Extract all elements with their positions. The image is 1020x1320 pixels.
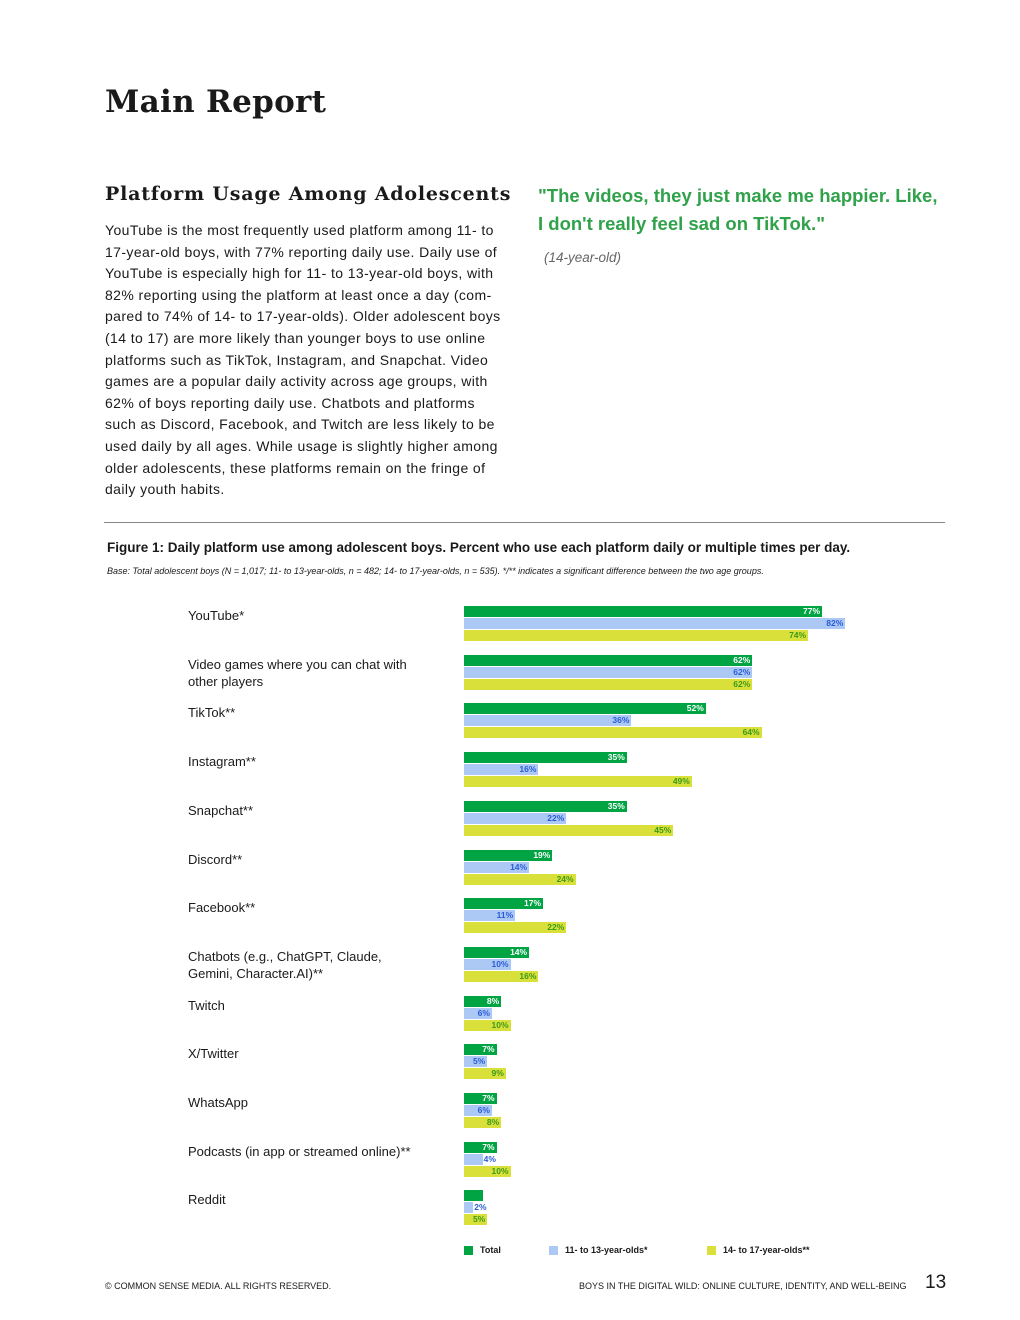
bar-value-label: 82% — [826, 618, 844, 628]
pull-quote: "The videos, they just make me happier. Like, I don't really feel sad on TikTok." — [538, 185, 938, 234]
bar-value-label: 7% — [482, 1093, 495, 1103]
bar-age-14-17 — [464, 679, 752, 690]
legend-label: Total — [480, 1245, 501, 1255]
category-label: YouTube* — [188, 608, 245, 623]
bar-total — [464, 606, 822, 617]
bar-value-label: 49% — [672, 776, 690, 787]
bar-total — [464, 801, 627, 812]
bar-value-label: 9% — [491, 1068, 504, 1079]
bar-age-11-13 — [464, 1154, 483, 1165]
body-text: YouTube is the most frequently used platform among 11- to 17-year-old boys, with 77% reporting daily use. Daily use of YouTube is especially high for 11- to 13-year-old boys, with 82% reporting using the platform at least once a day (compared to 74% of 14- to 17-year-olds). Older adolescent boys (14 to 17) are more likely than younger boys to use online platforms such as TikTok, Instagram, and Snapchat. Video games are a popular daily activity across age groups, with 62% of boys reporting daily use. Chatbots and platforms such as Discord, Facebook, and Twitch are less likely to be used daily by all ages. While usage is slightly higher among older adolescents, these platforms remain on the fringe of daily youth habits. — [105, 222, 501, 498]
bar-value-label: 16% — [519, 764, 537, 775]
bar-value-label: 6% — [477, 1105, 490, 1115]
bar-value-label: 2% — [474, 1202, 487, 1213]
legend-item — [549, 1245, 648, 1255]
bar-value-label: 64% — [742, 727, 760, 738]
bar-value-label: 5% — [472, 1214, 486, 1225]
category-label: Instagram** — [188, 754, 256, 770]
category-label: Twitch — [188, 997, 225, 1013]
section-title: Platform Usage Among Adolescents — [105, 183, 512, 205]
bar-value-label: 14% — [510, 946, 528, 957]
footer-report-title: BOYS IN THE DIGITAL WILD: ONLINE CULTURE, IDENTITY, AND WELL-BEING — [579, 1281, 907, 1291]
bar-value-label: 36% — [612, 715, 630, 726]
bar-value-label: 6% — [477, 1007, 490, 1018]
bar-value-label: 8% — [486, 995, 500, 1006]
bar-value-label: 62% — [733, 654, 751, 665]
category-label: WhatsApp — [188, 1095, 248, 1110]
category-label: X/Twitter — [188, 1046, 239, 1062]
category-label: Facebook** — [188, 900, 256, 916]
category-label: Discord** — [188, 851, 243, 867]
bar-total — [464, 703, 706, 714]
category-label: Chatbots (e.g., ChatGPT, Claude, Gemini, Character.AI)** — [188, 948, 382, 981]
bar-value-label: 62% — [733, 666, 751, 677]
category-label: Podcasts (in app or streamed online)** — [188, 1143, 411, 1159]
bar-value-label: 35% — [607, 752, 625, 763]
bar-age-14-17 — [464, 727, 762, 738]
bar-value-label: 10% — [491, 1019, 509, 1030]
bar-age-14-17 — [464, 630, 808, 641]
bar-value-label: 7% — [482, 1044, 495, 1055]
legend-swatch — [464, 1246, 473, 1255]
bar-value-label: 4% — [483, 1190, 496, 1201]
bar-value-label: 7% — [482, 1141, 495, 1152]
category-label: TikTok** — [188, 705, 236, 721]
bar-total — [464, 752, 627, 763]
page-title: Main Report — [105, 84, 327, 120]
bar-value-label: 24% — [556, 873, 574, 884]
bar-value-label: 45% — [654, 824, 672, 835]
bar-value-label: 5% — [472, 1056, 486, 1067]
bar-total — [464, 1190, 483, 1201]
category-label: Snapchat** — [188, 802, 254, 818]
footer-copyright: © COMMON SENSE MEDIA. ALL RIGHTS RESERVED. — [105, 1281, 332, 1291]
bar-value-label: 19% — [533, 849, 551, 860]
bar-age-11-13 — [464, 1202, 473, 1213]
category-label: Reddit — [188, 1192, 226, 1208]
page-number: 13 — [925, 1272, 947, 1293]
bar-value-label: 10% — [491, 958, 509, 969]
bar-total — [464, 655, 752, 666]
bar-age-11-13 — [464, 667, 752, 678]
legend-swatch — [549, 1246, 558, 1255]
quote-attribution: (14-year-old) — [544, 250, 622, 265]
bar-value-label: 52% — [686, 703, 704, 714]
bar-age-14-17 — [464, 776, 692, 787]
divider — [104, 522, 945, 523]
legend-label: 11- to 13-year-olds* — [565, 1245, 648, 1255]
bar-value-label: 8% — [486, 1117, 500, 1127]
bar-value-label: 62% — [733, 678, 751, 689]
bar-value-label: 17% — [524, 898, 542, 909]
legend-swatch — [707, 1246, 716, 1255]
bar-value-label: 10% — [491, 1165, 509, 1176]
category-label: Video games where you can chat with other players — [188, 656, 407, 689]
bar-age-11-13 — [464, 618, 845, 629]
bar-value-label: 4% — [483, 1153, 496, 1164]
legend-item — [707, 1245, 810, 1255]
figure-title: Figure 1: Daily platform use among adolescent boys. Percent who use each platform daily or multiple times per day. — [107, 540, 851, 555]
bar-value-label: 74% — [789, 630, 807, 640]
figure-base-note: Base: Total adolescent boys (N = 1,017; 11- to 13-year-olds, n = 482; 14- to 17-year-olds, n = 535). */** indicates a significant difference between the two age groups. — [107, 566, 764, 576]
bar-value-label: 22% — [547, 922, 565, 933]
bar-value-label: 77% — [803, 606, 821, 616]
legend-item — [464, 1245, 501, 1255]
bar-value-label: 14% — [510, 861, 528, 872]
bar-age-11-13 — [464, 715, 631, 726]
bar-value-label: 22% — [547, 812, 565, 823]
bar-value-label: 35% — [607, 800, 625, 811]
bar-value-label: 11% — [496, 910, 514, 921]
bar-value-label: 16% — [519, 970, 537, 981]
legend-label: 14- to 17-year-olds** — [723, 1245, 810, 1255]
bar-age-14-17 — [464, 825, 673, 836]
